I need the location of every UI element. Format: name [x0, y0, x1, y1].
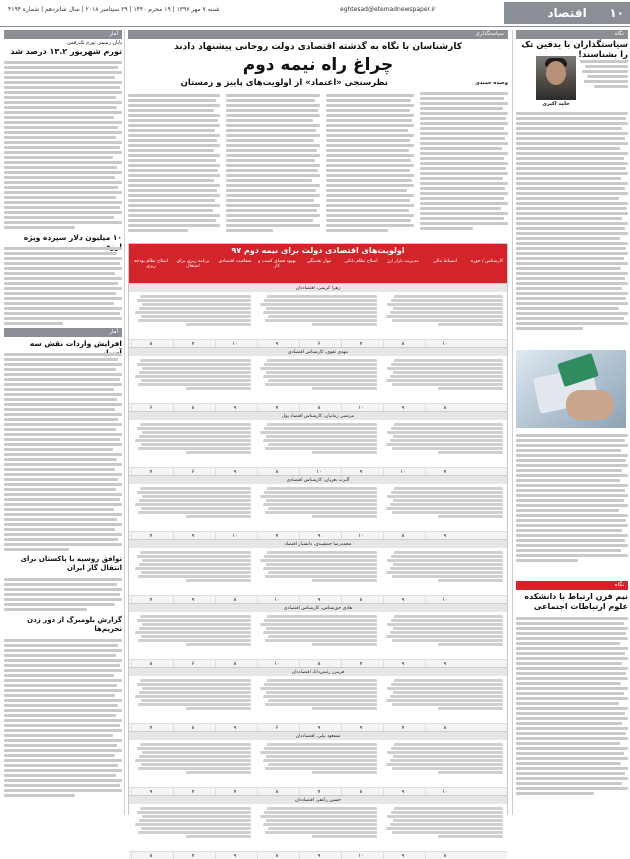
center-body-col-3: [226, 92, 320, 238]
right-col-body-3: [516, 615, 628, 815]
table-comment-cell: [385, 678, 503, 721]
table-comment-cell: [133, 742, 251, 785]
masthead: [0, 0, 630, 26]
header-col-1: انضباط مالی: [432, 259, 458, 264]
score-gridline: [341, 660, 342, 667]
score-gridline: [425, 340, 426, 347]
score-gridline: [131, 532, 132, 539]
table-comment-cell: [385, 486, 503, 529]
score-cell: ۱۰: [232, 341, 238, 347]
score-cell: ۷: [191, 789, 195, 795]
table-comment-cell: [385, 614, 503, 657]
table-score-row: [129, 595, 507, 603]
score-cell: ۸: [191, 725, 195, 731]
center-kicker: کارشناسان با نگاه به گذشته اقتصادی دولت روحانی پیشنهاد دادند: [174, 42, 462, 52]
score-gridline: [383, 340, 384, 347]
score-gridline: [131, 404, 132, 411]
score-gridline: [173, 596, 174, 603]
right-col-label: نگاه: [516, 30, 628, 39]
table-comment-row: [129, 612, 507, 659]
score-gridline: [383, 404, 384, 411]
score-gridline: [257, 852, 258, 859]
score-gridline: [299, 596, 300, 603]
score-cell: ۹: [233, 405, 237, 411]
table-comment-row: [129, 420, 507, 467]
table-comment-cell: [133, 422, 251, 465]
left-body-2: [4, 245, 122, 325]
score-cell: ۷: [233, 789, 237, 795]
score-gridline: [215, 340, 216, 347]
score-gridline: [173, 660, 174, 667]
score-gridline: [341, 788, 342, 795]
header-col-7: برنامه ریزی برای اشتغال: [176, 259, 210, 270]
score-cell: ۹: [401, 405, 405, 411]
table-comment-cell: [259, 358, 377, 401]
masthead-rule: [0, 26, 630, 27]
score-gridline: [299, 852, 300, 859]
table-comment-row: [129, 676, 507, 723]
left-headline-3: افزایش واردات نقش سه: [29, 339, 122, 348]
left-kicker-1: پایان رسمی تورم تک‌رقمی: [66, 40, 122, 46]
table-comment-cell: [133, 486, 251, 529]
priorities-table: [128, 243, 508, 859]
score-cell: ۹: [317, 725, 321, 731]
score-cell: ۹: [317, 597, 321, 603]
table-comment-row: [129, 356, 507, 403]
score-cell: ۱۰: [358, 405, 364, 411]
table-comment-row: [129, 484, 507, 531]
score-cell: ۱۰: [442, 789, 448, 795]
left-body-5: [4, 637, 122, 815]
right-col-label-2: نگاه: [516, 581, 628, 590]
header-col-3: اصلاح نظام بانکی: [344, 259, 378, 264]
score-cell: ۸: [359, 597, 363, 603]
author-photo: [536, 56, 576, 100]
score-cell: ۶: [275, 725, 279, 731]
table-comment-row: [129, 292, 507, 339]
score-gridline: [257, 596, 258, 603]
score-cell: ۱۰: [442, 341, 448, 347]
section-email: eghtesad@etemadnewspaper.ir: [340, 6, 436, 13]
score-gridline: [131, 340, 132, 347]
score-cell: ۱۰: [442, 597, 448, 603]
score-cell: ۸: [275, 789, 279, 795]
score-gridline: [257, 724, 258, 731]
score-gridline: [383, 660, 384, 667]
score-cell: ۷: [317, 789, 321, 795]
table-comment-cell: [385, 550, 503, 593]
score-cell: ۷: [149, 597, 153, 603]
table-comment-cell: [133, 294, 251, 337]
score-gridline: [299, 788, 300, 795]
left-headline-1: تورم شهریور ۱۳.۲ درصد شد: [10, 47, 122, 56]
score-cell: ۱۰: [358, 853, 364, 859]
score-cell: ۸: [443, 405, 447, 411]
table-score-row: [129, 467, 507, 475]
score-gridline: [425, 468, 426, 475]
score-cell: ۸: [317, 405, 321, 411]
table-expert-row: زهرا کریمی، اقتصاددان: [129, 283, 507, 292]
score-cell: ۸: [149, 853, 153, 859]
table-comment-cell: [385, 422, 503, 465]
score-cell: ۷: [359, 341, 363, 347]
score-gridline: [299, 724, 300, 731]
score-cell: ۷: [149, 725, 153, 731]
left-body-1: [4, 59, 122, 231]
score-cell: ۶: [191, 661, 195, 667]
table-score-row: [129, 403, 507, 411]
right-col-headline: سیاستگذاران با یدفین تک را بشناسند!: [521, 40, 628, 60]
score-gridline: [131, 596, 132, 603]
center-body-col-1: [420, 90, 508, 238]
table-comment-cell: [259, 678, 377, 721]
score-cell: ۱۰: [274, 661, 280, 667]
score-gridline: [173, 532, 174, 539]
left-body-4: [4, 576, 122, 614]
score-gridline: [383, 532, 384, 539]
score-cell: ۸: [149, 341, 153, 347]
table-title: اولویت‌های اقتصادی دولت برای نیمه دوم ۹۷: [129, 244, 507, 257]
table-comment-cell: [133, 358, 251, 401]
table-comment-cell: [259, 294, 377, 337]
score-cell: ۹: [275, 341, 279, 347]
score-cell: ۷: [149, 469, 153, 475]
table-score-row: [129, 531, 507, 539]
table-comment-cell: [259, 742, 377, 785]
score-gridline: [257, 788, 258, 795]
score-cell: ۸: [317, 661, 321, 667]
score-gridline: [425, 660, 426, 667]
table-comment-cell: [385, 742, 503, 785]
score-cell: ۸: [275, 469, 279, 475]
score-cell: ۶: [317, 341, 321, 347]
right-col-intro: [580, 58, 628, 106]
left-col-label: آمار: [4, 30, 122, 39]
score-gridline: [383, 468, 384, 475]
score-gridline: [425, 404, 426, 411]
score-cell: ۸: [233, 597, 237, 603]
score-gridline: [383, 788, 384, 795]
left-headline-4: توافق روسیه با پاکستان برای انتقال گاز ایران: [20, 555, 122, 572]
table-comment-cell: [259, 550, 377, 593]
table-comment-cell: [259, 806, 377, 849]
score-cell: ۹: [191, 533, 195, 539]
score-cell: ۱۰: [274, 597, 280, 603]
score-cell: ۱۰: [400, 469, 406, 475]
left-headline-2: ۱۰ میلیون دلار سپرده ویژه: [23, 233, 122, 242]
table-comment-cell: [133, 550, 251, 593]
score-gridline: [131, 660, 132, 667]
score-cell: ۸: [191, 405, 195, 411]
byline: وحیده حمیدی: [475, 80, 508, 86]
table-comment-cell: [385, 294, 503, 337]
score-gridline: [131, 724, 132, 731]
score-gridline: [425, 596, 426, 603]
score-cell: ۷: [443, 469, 447, 475]
score-cell: ۹: [443, 661, 447, 667]
table-comment-cell: [259, 486, 377, 529]
date-line: شنبه ۷ مهر ۱۳۹۷ | ۱۹ محرم ۱۴۴۰ | ۲۹ سپتامبر ۲۰۱۸ | سال شانزدهم | شماره ۴۱۹۴: [8, 6, 220, 13]
table-comment-row: [129, 804, 507, 851]
score-cell: ۹: [359, 725, 363, 731]
score-gridline: [257, 404, 258, 411]
header-col-8: اصلاح نظام بودجه ریزی: [133, 259, 169, 270]
score-gridline: [341, 596, 342, 603]
score-gridline: [215, 852, 216, 859]
table-comment-cell: [133, 806, 251, 849]
score-gridline: [173, 340, 174, 347]
table-score-row: [129, 787, 507, 795]
score-cell: ۱۰: [358, 533, 364, 539]
table-score-row: [129, 339, 507, 347]
score-gridline: [341, 852, 342, 859]
header-col-6: شفافیت اقتصادی: [218, 259, 252, 264]
score-cell: ۷: [191, 853, 195, 859]
score-gridline: [425, 852, 426, 859]
score-gridline: [173, 852, 174, 859]
score-gridline: [215, 596, 216, 603]
score-cell: ۸: [443, 725, 447, 731]
author-face: [546, 61, 566, 85]
center-body-col-4: [128, 92, 220, 238]
table-expert-row: آلبرت بغزیان، کارشناس اقتصادی: [129, 475, 507, 484]
score-cell: ۹: [359, 469, 363, 475]
score-cell: ۹: [401, 853, 405, 859]
table-comment-row: [129, 740, 507, 787]
score-gridline: [257, 468, 258, 475]
center-subhead: نظرسنجی «اعتماد» از اولویت‌های پاییز و زمستان: [180, 78, 388, 88]
score-cell: ۷: [149, 533, 153, 539]
table-comment-cell: [133, 614, 251, 657]
score-gridline: [173, 724, 174, 731]
table-comment-cell: [259, 422, 377, 465]
right-col-body: [516, 110, 628, 346]
score-cell: ۶: [149, 405, 153, 411]
table-comment-row: [129, 548, 507, 595]
score-gridline: [341, 404, 342, 411]
score-cell: ۸: [401, 341, 405, 347]
author-name: حامد اکبری: [542, 101, 570, 107]
left-col-divider: [124, 30, 125, 815]
score-cell: ۸: [359, 789, 363, 795]
score-cell: ۹: [233, 853, 237, 859]
score-cell: ۸: [233, 661, 237, 667]
page-number: ۱۰: [609, 6, 624, 20]
table-comment-cell: [385, 358, 503, 401]
table-expert-row: هادی حق‌شناس، کارشناس اقتصادی: [129, 603, 507, 612]
table-expert-row: مهدی تقوی، کارشناس اقتصادی: [129, 347, 507, 356]
hand-shape: [566, 390, 614, 420]
header-col-2: مدیریت بازار ارز: [387, 259, 419, 264]
right-col-body-2: [516, 432, 628, 578]
score-gridline: [299, 404, 300, 411]
left-col-label-2: آمار: [4, 328, 122, 337]
score-cell: ۹: [233, 469, 237, 475]
score-cell: ۸: [401, 533, 405, 539]
score-gridline: [425, 788, 426, 795]
score-gridline: [173, 468, 174, 475]
score-gridline: [215, 788, 216, 795]
score-gridline: [173, 404, 174, 411]
score-gridline: [299, 340, 300, 347]
table-expert-row: مسعود نیلی، اقتصاددان: [129, 731, 507, 740]
header-col-4: مهار نقدینگی: [306, 259, 332, 264]
score-cell: ۷: [191, 341, 195, 347]
score-cell: ۸: [275, 853, 279, 859]
score-gridline: [383, 852, 384, 859]
table-comment-cell: [133, 678, 251, 721]
score-cell: ۹: [149, 789, 153, 795]
score-gridline: [215, 468, 216, 475]
score-cell: ۱۰: [232, 533, 238, 539]
table-score-row: [129, 723, 507, 731]
score-gridline: [425, 532, 426, 539]
score-cell: ۹: [317, 853, 321, 859]
score-gridline: [131, 788, 132, 795]
score-gridline: [383, 596, 384, 603]
score-cell: ۹: [401, 661, 405, 667]
score-cell: ۹: [443, 533, 447, 539]
score-cell: ۸: [443, 853, 447, 859]
score-gridline: [299, 468, 300, 475]
score-cell: ۷: [275, 533, 279, 539]
score-cell: ۹: [401, 789, 405, 795]
score-gridline: [131, 852, 132, 859]
score-cell: ۱۰: [316, 469, 322, 475]
score-gridline: [257, 532, 258, 539]
center-body-col-2: [326, 92, 414, 238]
score-gridline: [215, 724, 216, 731]
table-score-row: [129, 659, 507, 667]
score-gridline: [257, 660, 258, 667]
credit-card-photo: [516, 350, 626, 428]
right-col-divider: [512, 30, 513, 815]
score-cell: ۷: [275, 405, 279, 411]
table-header-row: [129, 257, 507, 283]
score-cell: ۹: [401, 597, 405, 603]
table-comment-cell: [385, 806, 503, 849]
score-gridline: [299, 532, 300, 539]
right-col-headline-2: نیم قرن ارتباط با دانشکده علوم ارتباطات اجتماعی: [524, 592, 628, 611]
score-gridline: [215, 660, 216, 667]
table-score-row: [129, 851, 507, 859]
table-expert-row: محمدرضا جمشیدی، دانشیار اقتصاد: [129, 539, 507, 548]
score-gridline: [215, 532, 216, 539]
header-col-5: بهبود فضای کسب و کار: [258, 259, 296, 270]
table-expert-row: حسین راغفر، اقتصاددان: [129, 795, 507, 804]
score-cell: ۹: [191, 597, 195, 603]
left-headline-5: گزارش بلومبرگ از دور زدن تحریم‌ها: [27, 616, 122, 633]
score-gridline: [341, 532, 342, 539]
score-gridline: [383, 724, 384, 731]
table-expert-row: مرتضی زمانیان، کارشناس اقتصاد پول: [129, 411, 507, 420]
score-gridline: [341, 340, 342, 347]
score-cell: ۸: [149, 661, 153, 667]
score-gridline: [131, 468, 132, 475]
score-gridline: [215, 404, 216, 411]
score-gridline: [425, 724, 426, 731]
score-cell: ۶: [191, 469, 195, 475]
score-gridline: [299, 660, 300, 667]
section-title: اقتصاد: [547, 6, 587, 20]
score-gridline: [341, 468, 342, 475]
table-expert-row: فریبرز رئیس‌دانا، اقتصاددان: [129, 667, 507, 676]
score-cell: ۷: [401, 725, 405, 731]
header-expert: کارشناس / حوزه: [470, 259, 504, 264]
score-cell: ۹: [233, 725, 237, 731]
score-cell: ۹: [317, 533, 321, 539]
score-gridline: [341, 724, 342, 731]
left-body-3: [4, 351, 122, 551]
score-gridline: [257, 340, 258, 347]
table-comment-cell: [259, 614, 377, 657]
score-cell: ۷: [359, 661, 363, 667]
center-label: سیاستگذاری: [128, 30, 508, 39]
score-gridline: [173, 788, 174, 795]
center-headline: چراغ راه نیمه دوم: [242, 55, 394, 75]
